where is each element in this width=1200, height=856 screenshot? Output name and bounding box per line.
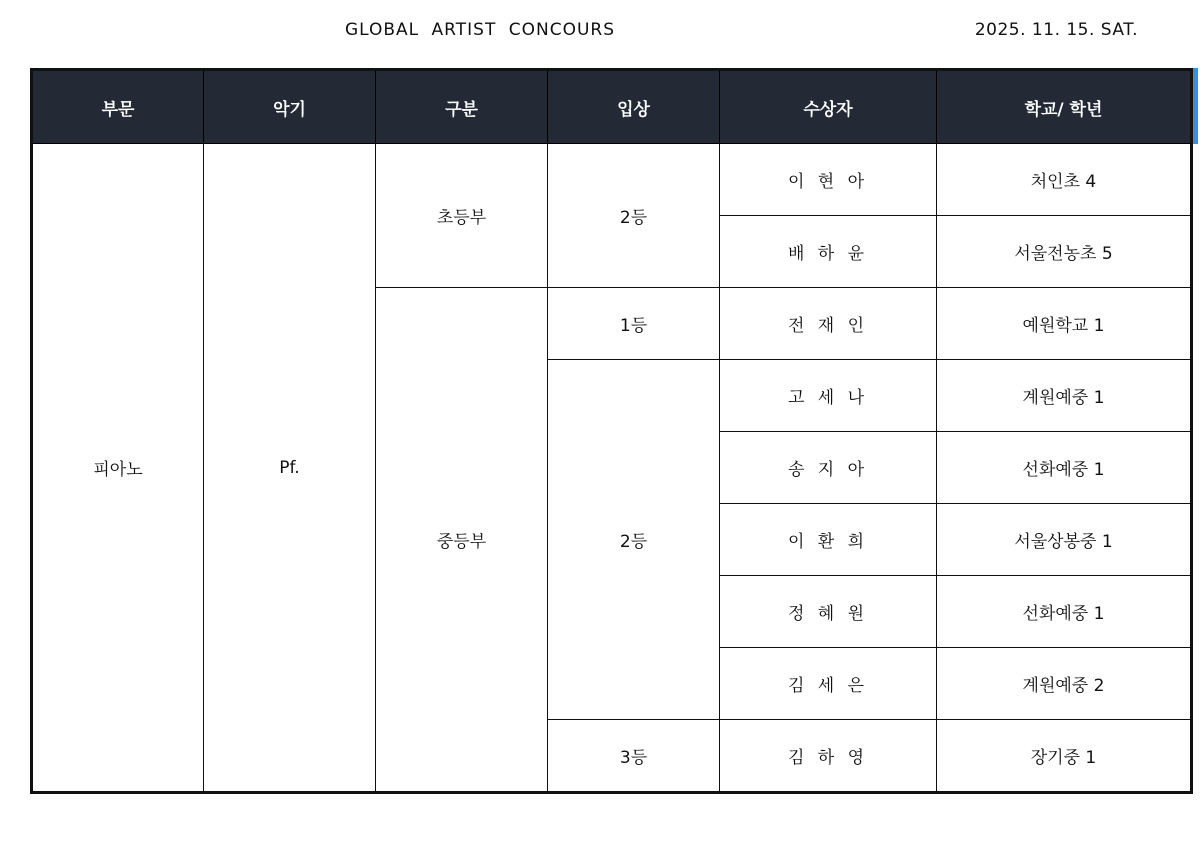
category-cell-elementary: 초등부 <box>376 144 548 288</box>
prize-cell: 3등 <box>548 720 720 793</box>
school-grade: 처인초 4 <box>937 144 1192 216</box>
winner-name: 전 재 인 <box>720 288 937 360</box>
winner-name: 송 지 아 <box>720 432 937 504</box>
column-header-school-grade: 학교/ 학년 <box>937 70 1192 144</box>
winner-name: 고 세 나 <box>720 360 937 432</box>
category-cell-middle: 중등부 <box>376 288 548 793</box>
winner-name: 이 현 아 <box>720 144 937 216</box>
prize-cell: 2등 <box>548 360 720 720</box>
instrument-cell: Pf. <box>204 144 376 793</box>
school-grade: 계원예중 1 <box>937 360 1192 432</box>
school-grade: 예원학교 1 <box>937 288 1192 360</box>
column-header-category: 구분 <box>376 70 548 144</box>
prize-cell: 2등 <box>548 144 720 288</box>
column-header-instrument: 악기 <box>204 70 376 144</box>
school-grade: 선화예중 1 <box>937 432 1192 504</box>
school-grade: 서울상봉중 1 <box>937 504 1192 576</box>
winner-name: 이 환 희 <box>720 504 937 576</box>
school-grade: 서울전농초 5 <box>937 216 1192 288</box>
document-date: 2025. 11. 15. SAT. <box>974 20 1138 40</box>
winner-name: 배 하 윤 <box>720 216 937 288</box>
school-grade: 장기중 1 <box>937 720 1192 793</box>
winner-name: 김 세 은 <box>720 648 937 720</box>
winner-name: 김 하 영 <box>720 720 937 793</box>
results-table <box>30 68 1193 794</box>
column-header-winner: 수상자 <box>720 70 937 144</box>
division-cell: 피아노 <box>32 144 204 793</box>
column-header-prize: 입상 <box>548 70 720 144</box>
winner-name: 정 혜 원 <box>720 576 937 648</box>
school-grade: 계원예중 2 <box>937 648 1192 720</box>
document-title: GLOBAL ARTIST CONCOURS <box>344 20 616 40</box>
school-grade: 선화예중 1 <box>937 576 1192 648</box>
table-header-row <box>32 70 1192 144</box>
table-row <box>32 144 1192 216</box>
prize-cell: 1등 <box>548 288 720 360</box>
column-header-division: 부문 <box>32 70 204 144</box>
